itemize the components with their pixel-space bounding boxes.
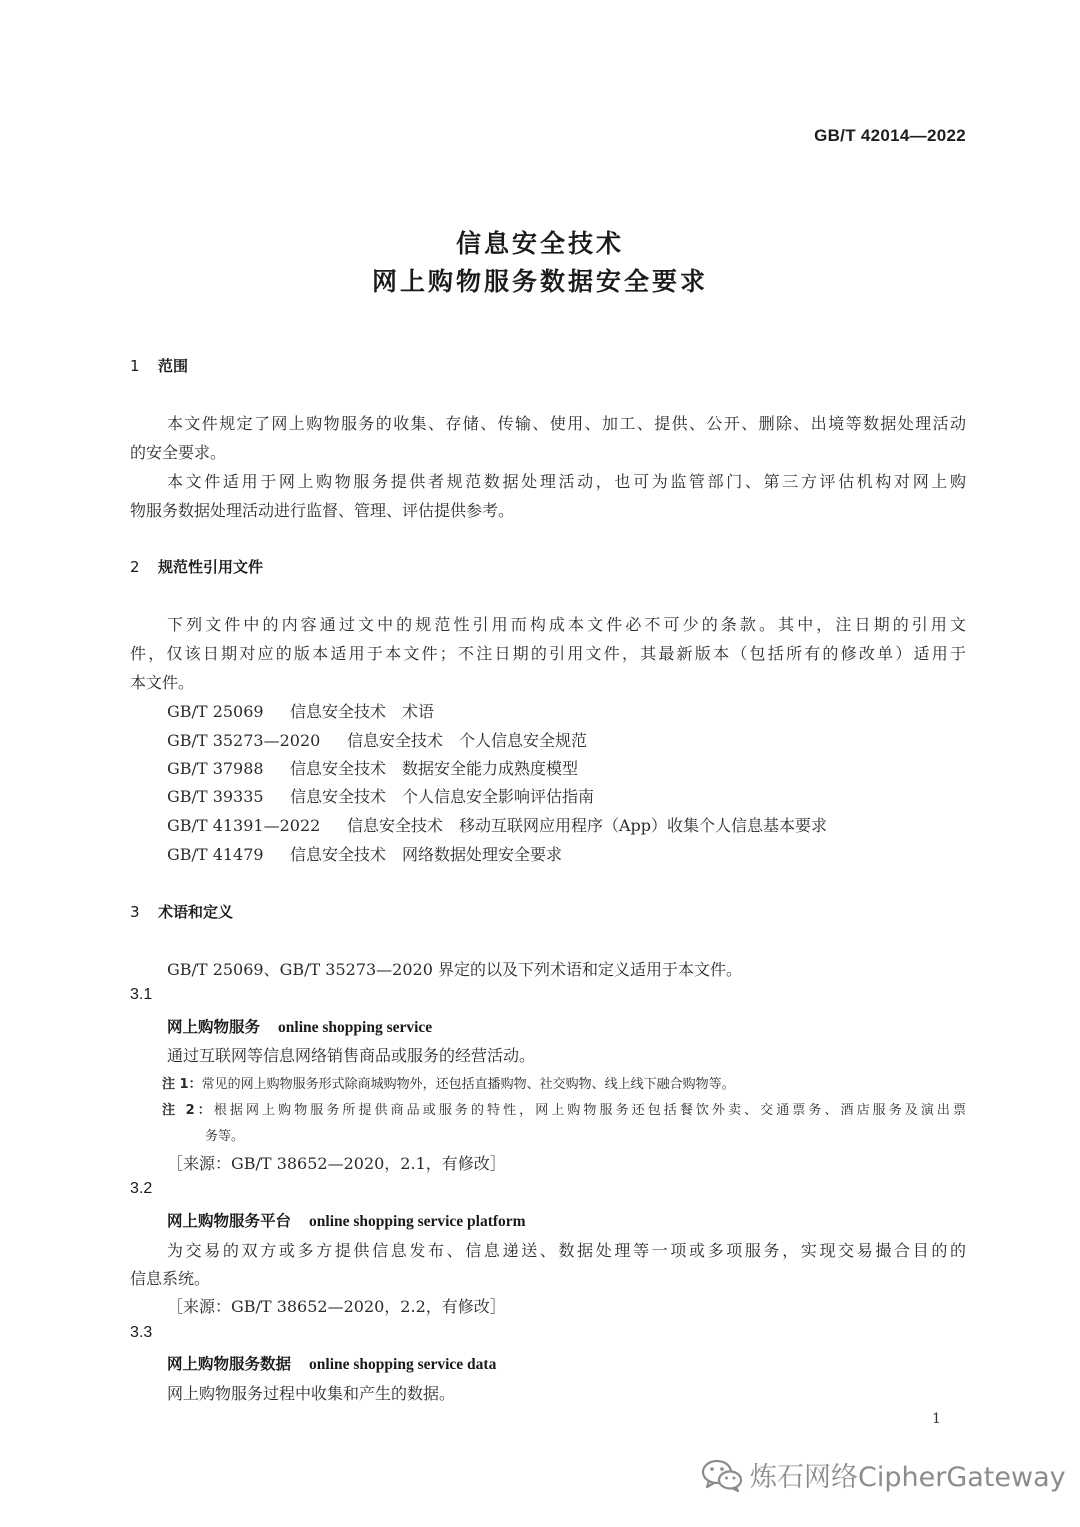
paragraph-line: 物服务数据处理活动进行监督、管理、评估提供参考。 xyxy=(130,501,515,520)
term-en: online shopping service data xyxy=(309,1356,497,1373)
watermark-text: 炼石网络CipherGateway xyxy=(750,1462,1066,1493)
note-2 xyxy=(162,1099,966,1118)
reference-title: 信息安全技术 术语 xyxy=(290,702,435,721)
note-text: 常见的网上购物服务形式除商城购物外，还包括直播购物、社交购物、线上线下融合购物等。 xyxy=(201,1077,735,1092)
term-heading xyxy=(167,1015,432,1037)
paragraph-line: 本文件规定了网上购物服务的收集、存储、传输、使用、加工、提供、公开、删除、出境等数据处理活动 xyxy=(167,414,966,433)
section-1-heading xyxy=(130,355,188,376)
title-line-1: 信息安全技术 xyxy=(455,229,624,258)
reference-item xyxy=(167,784,594,807)
source-citation: ［来源：GB/T 38652—2020，2.2，有修改］ xyxy=(167,1297,506,1316)
term-en: online shopping service xyxy=(278,1019,433,1036)
reference-title: 信息安全技术 移动互联网应用程序（App）收集个人信息基本要求 xyxy=(347,816,828,835)
note-text: 根据网上购物服务所提供商品或服务的特性，网上购物服务还包括餐饮外卖、交通票务、酒店服务及演出票 xyxy=(213,1103,966,1118)
section-title: 规范性引用文件 xyxy=(158,558,264,576)
clause-number: 3.3 xyxy=(130,1324,153,1341)
reference-title: 信息安全技术 数据安全能力成熟度模型 xyxy=(290,759,579,778)
paragraph-line: 的安全要求。 xyxy=(130,443,227,462)
standard-code: GB/T 42014—2022 xyxy=(814,126,966,145)
paragraph-line: 本文件。 xyxy=(130,673,195,692)
reference-code: GB/T 39335 xyxy=(167,787,264,806)
paragraph-line: 件，仅该日期对应的版本适用于本文件；不注日期的引用文件，其最新版本（包括所有的修改单）适用于 xyxy=(130,644,966,663)
reference-code: GB/T 35273—2020 xyxy=(167,731,321,750)
term-definition: 为交易的双方或多方提供信息发布、信息递送、数据处理等一项或多项服务，实现交易撮合目的的 xyxy=(167,1241,966,1260)
term-en: online shopping service platform xyxy=(309,1213,526,1230)
term-zh: 网上购物服务 xyxy=(167,1018,261,1036)
section-number: 3 xyxy=(130,903,140,921)
note-2-continued: 务等。 xyxy=(205,1129,245,1144)
clause-number: 3.1 xyxy=(130,986,153,1003)
term-heading xyxy=(167,1209,526,1231)
watermark xyxy=(700,1455,1066,1494)
reference-item xyxy=(167,699,434,722)
reference-item xyxy=(167,728,587,751)
section-number: 2 xyxy=(130,558,140,576)
note-label: 注 2： xyxy=(162,1103,214,1118)
paragraph-line: 下列文件中的内容通过文中的规范性引用而构成本文件必不可少的条款。其中，注日期的引用文 xyxy=(167,615,966,634)
source-citation: ［来源：GB/T 38652—2020，2.1，有修改］ xyxy=(167,1154,506,1173)
paragraph-line: GB/T 25069、GB/T 35273—2020 界定的以及下列术语和定义适用于本文件。 xyxy=(167,960,742,979)
reference-title: 信息安全技术 个人信息安全影响评估指南 xyxy=(290,787,595,806)
clause-number: 3.2 xyxy=(130,1180,153,1197)
note-label: 注 1： xyxy=(162,1077,202,1092)
section-title: 范围 xyxy=(158,357,189,375)
term-heading xyxy=(167,1352,496,1374)
reference-code: GB/T 41391—2022 xyxy=(167,816,321,835)
reference-code: GB/T 41479 xyxy=(167,845,264,864)
title-line-2: 网上购物服务数据安全要求 xyxy=(371,267,708,296)
paragraph-line: 本文件适用于网上购物服务提供者规范数据处理活动，也可为监管部门、第三方评估机构对网上购 xyxy=(167,472,966,491)
term-definition-continued: 信息系统。 xyxy=(130,1269,211,1288)
note-1 xyxy=(162,1073,735,1092)
reference-title: 信息安全技术 个人信息安全规范 xyxy=(347,731,588,750)
term-definition: 网上购物服务过程中收集和产生的数据。 xyxy=(167,1384,456,1403)
page-number: 1 xyxy=(932,1411,941,1427)
reference-item xyxy=(167,842,562,865)
reference-code: GB/T 25069 xyxy=(167,702,264,721)
reference-item xyxy=(167,813,827,836)
term-zh: 网上购物服务平台 xyxy=(167,1212,292,1230)
reference-item xyxy=(167,756,578,779)
section-3-heading xyxy=(130,901,233,922)
section-2-heading xyxy=(130,556,263,577)
reference-code: GB/T 37988 xyxy=(167,759,264,778)
wechat-icon xyxy=(700,1457,744,1493)
term-zh: 网上购物服务数据 xyxy=(167,1355,292,1373)
reference-title: 信息安全技术 网络数据处理安全要求 xyxy=(290,845,563,864)
term-definition: 通过互联网等信息网络销售商品或服务的经营活动。 xyxy=(167,1046,536,1065)
section-number: 1 xyxy=(130,357,140,375)
section-title: 术语和定义 xyxy=(158,903,234,921)
